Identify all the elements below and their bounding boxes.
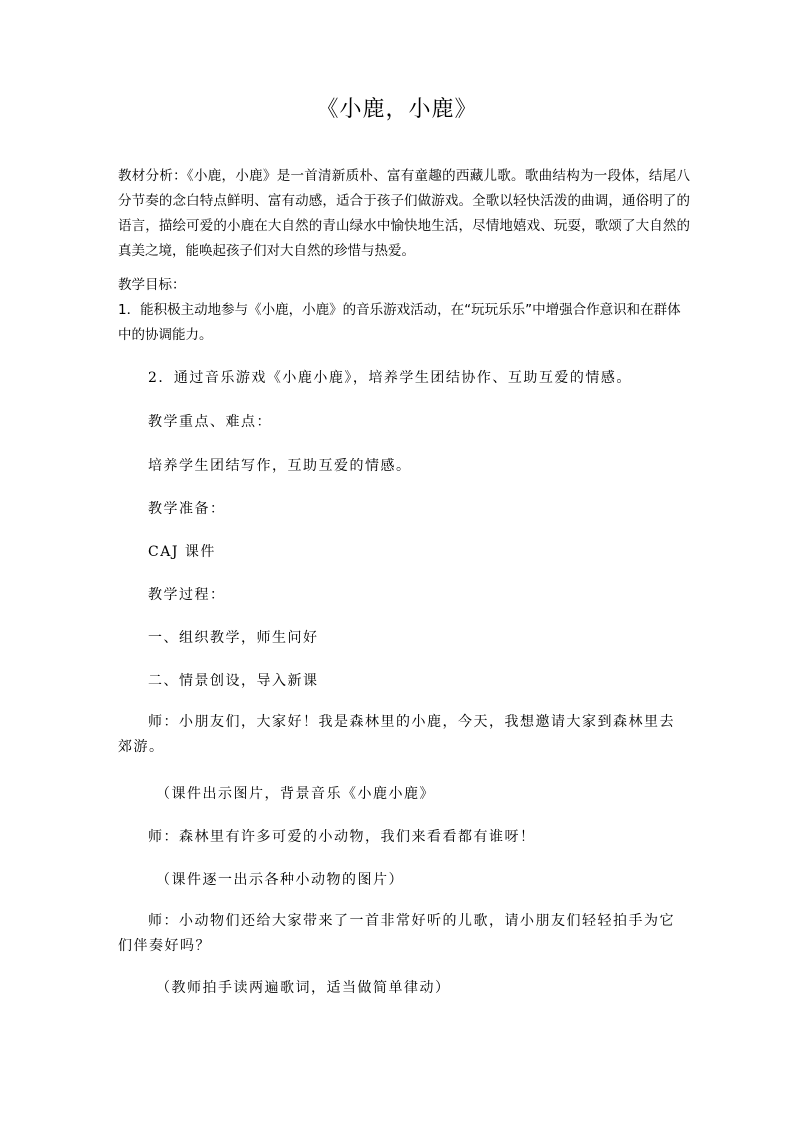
key-points-heading: 教学重点、难点： (148, 414, 272, 430)
teacher-line-2: 师：森林里有许多可爱的小动物，我们来看看都有谁呀！ (148, 829, 536, 845)
teacher-line-3: 师：小动物们还给大家带来了一首非常好听的儿歌，请小朋友们轻轻拍手为它们伴奏好吗？ (118, 913, 675, 954)
process-heading: 教学过程： (148, 587, 226, 603)
stage-note-2: （课件逐一出示各种小动物的图片） (156, 872, 404, 888)
teaching-goals-heading: 教学目标： (118, 277, 186, 293)
teacher-line-1: 师：小朋友们，大家好！我是森林里的小鹿，今天，我想邀请大家到森林里去郊游。 (118, 714, 675, 755)
stage-note-1: （课件出示图片，背景音乐《小鹿小鹿》 (156, 786, 435, 802)
teaching-goal-1: 1．能积极主动地参与《小鹿，小鹿》的音乐游戏活动，在“玩玩乐乐”中增强合作意识和在群体中的协调能力。 (118, 302, 681, 343)
key-points-text: 培养学生团结写作，互助互爱的情感。 (148, 458, 412, 474)
teaching-goal-2: 2．通过音乐游戏《小鹿小鹿》，培养学生团结协作、互助互爱的情感。 (148, 370, 632, 386)
material-analysis-paragraph: 教材分析：《小鹿，小鹿》是一首清新质朴、富有童趣的西藏儿歌。歌曲结构为一段体，结尾八分节奏的念白特点鲜明、富有动感，适合于孩子们做游戏。全歌以轻快活泼的曲调，通俗明了的语言，描绘可爱的小鹿在大自然的青山绿水中愉快地生活，尽情地嬉戏、玩耍，歌颂了大自然的真美之境，能唤起孩子们对大自然的珍惜与热爱。 (118, 168, 690, 259)
process-step-1: 一、组织教学，师生问好 (148, 630, 319, 646)
stage-note-3: （教师拍手读两遍歌词，适当做简单律动） (156, 980, 451, 996)
preparation-text: CAJ 课件 (148, 544, 216, 560)
document-title: 《小鹿，小鹿》 (316, 97, 478, 122)
process-step-2: 二、情景创设，导入新课 (148, 673, 319, 689)
preparation-heading: 教学准备： (148, 501, 226, 517)
